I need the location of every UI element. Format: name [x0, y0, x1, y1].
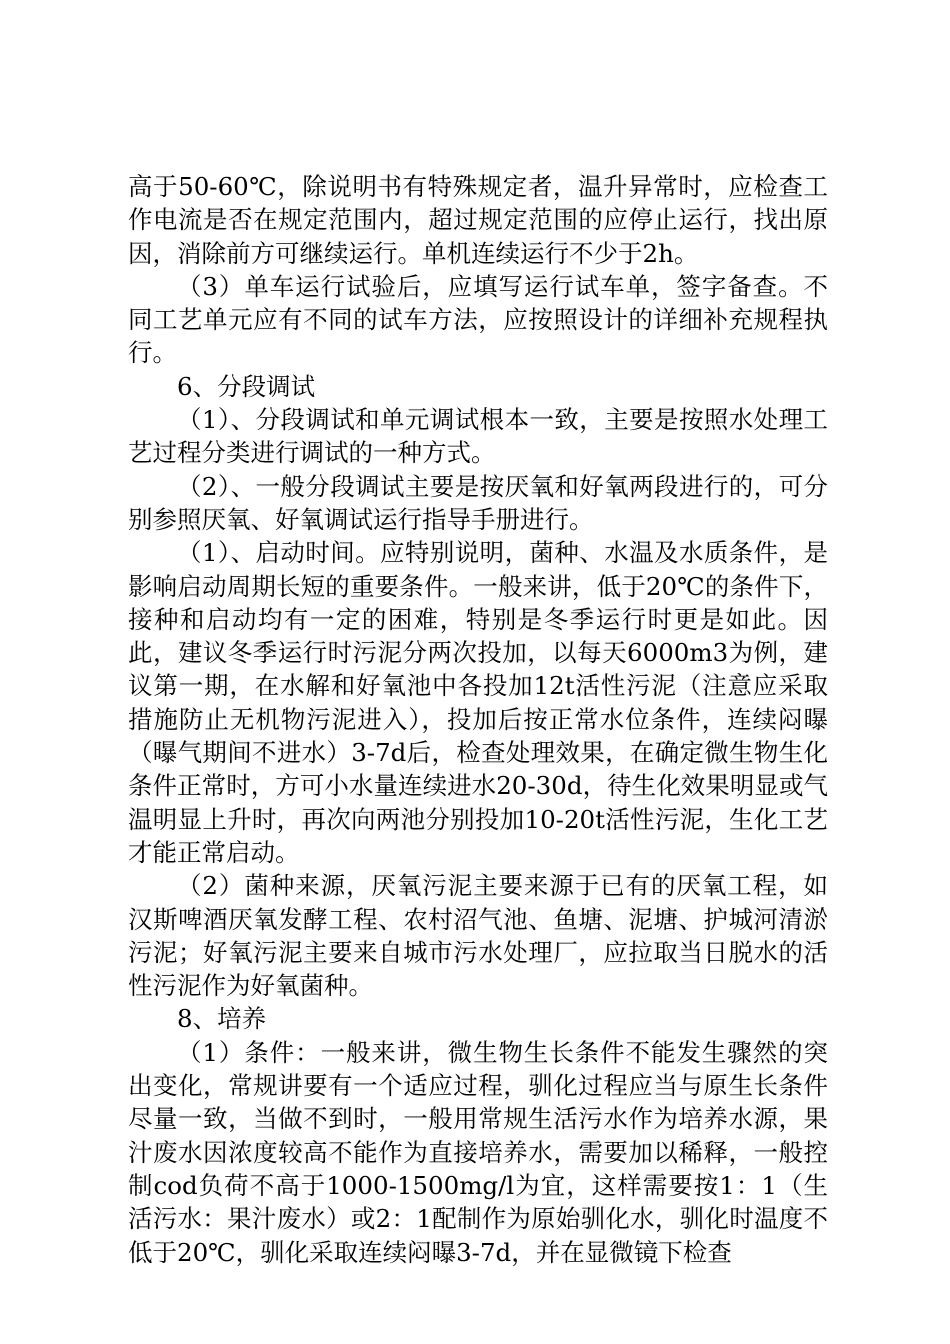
paragraph-6-item-1: （1）、分段调试和单元调试根本一致，主要是按照水处理工艺过程分类进行调试的一种方式。 [128, 405, 828, 468]
section-heading-6: 6、分段调试 [177, 371, 316, 401]
paragraph-8-item-1: （1）条件：一般来讲，微生物生长条件不能发生骤然的突出变化，常规讲要有一个适应过程，驯化过程应当与原生长条件尽量一致，当做不到时，一般用常规生活污水作为培养水源，果汁废水因浓度较高不能作为直接培养水，需要加以稀释，一般控制cod负荷不高于1000-1500mg/l为宜，这样需要按1：1（生活污水：果汁废水）或2：1配制作为原始驯化水，驯化时温度不低于20℃，驯化采取连续闷曝3-7d，并在显微镜下检查 [128, 1037, 828, 1267]
section-heading-8: 8、培养 [177, 1004, 267, 1034]
document-body [128, 170, 828, 1269]
paragraph-seed-source: （2）菌种来源，厌氧污泥主要来源于已有的厌氧工程，如汉斯啤酒厌氧发酵工程、农村沼气池、鱼塘、泥塘、护城河清淤污泥；好氧污泥主要来自城市污水处理厂，应拉取当日脱水的活性污泥作为好氧菌种。 [128, 871, 828, 1001]
paragraph-6-item-2: （2）、一般分段调试主要是按厌氧和好氧两段进行的，可分别参照厌氧、好氧调试运行指导手册进行。 [128, 471, 828, 534]
paragraph-continuation: 高于50-60℃，除说明书有特殊规定者，温升异常时，应检查工作电流是否在规定范围内，超过规定范围的应停止运行，找出原因，消除前方可继续运行。单机连续运行不少于2h。 [128, 172, 828, 268]
paragraph-startup-time: （1）、启动时间。应特别说明，菌种、水温及水质条件，是影响启动周期长短的重要条件。一般来讲，低于20℃的条件下，接种和启动均有一定的困难，特别是冬季运行时更是如此。因此，建议冬季运行时污泥分两次投加，以每天6000m3为例，建议第一期，在水解和好氧池中各投加12t活性污泥（注意应采取措施防止无机物污泥进入），投加后按正常水位条件，连续闷曝（曝气期间不进水）3-7d后，检查处理效果，在确定微生物生化条件正常时，方可小水量连续进水20-30d，待生化效果明显或气温明显上升时，再次向两池分别投加10-20t活性污泥，生化工艺才能正常启动。 [128, 538, 828, 867]
paragraph-item-3: （3）单车运行试验后，应填写运行试车单，签字备查。不同工艺单元应有不同的试车方法，应按照设计的详细补充规程执行。 [128, 271, 828, 368]
